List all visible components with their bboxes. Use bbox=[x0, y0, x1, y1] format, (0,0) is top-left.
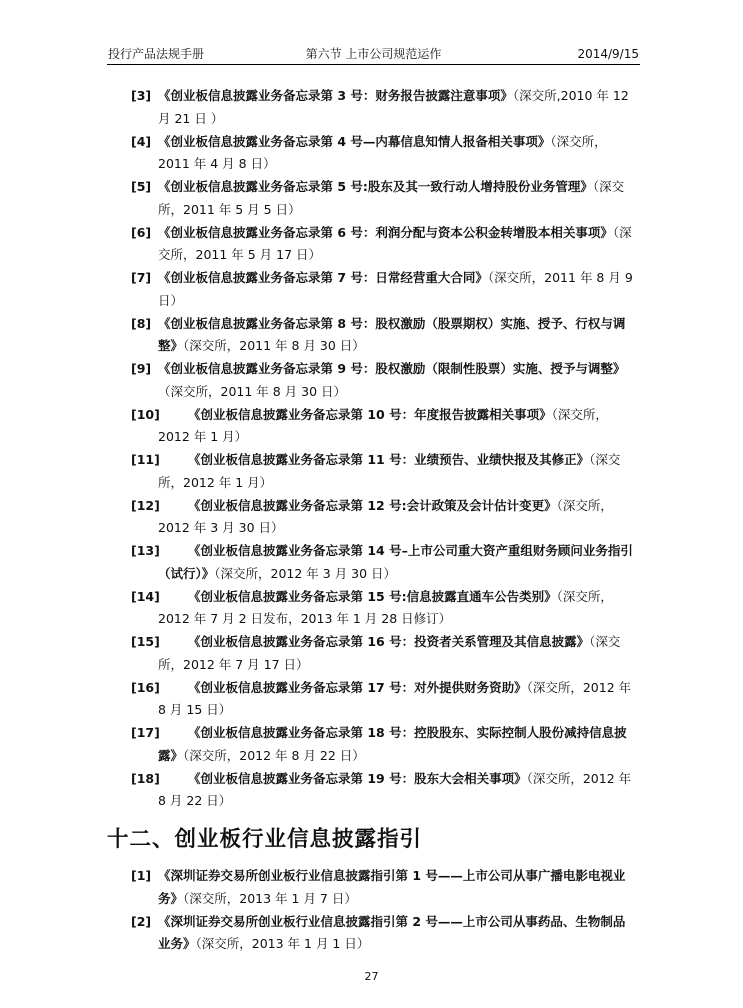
reference-number: [18] bbox=[131, 770, 160, 786]
reference-title: 《创业板信息披露业务备忘录第 10 号：年度报告披露相关事项》 bbox=[188, 406, 552, 422]
reference-source: （深交所,2010 年 12 月 21 日 ） bbox=[158, 88, 629, 126]
reference-number: [4] bbox=[131, 133, 152, 149]
reference-source: （深交所，2013 年 1 月 1 日） bbox=[195, 936, 370, 951]
reference-title: 《创业板信息披露业务备忘录第 3 号：财务报告披露注意事项》 bbox=[158, 88, 513, 103]
reference-title: 《深圳证券交易所创业板行业信息披露指引第 1 号——上市公司从事广播电影电视业务》 bbox=[158, 868, 626, 906]
reference-number: [2] bbox=[131, 913, 152, 929]
reference-item bbox=[131, 449, 635, 494]
reference-item bbox=[131, 865, 635, 910]
reference-item bbox=[131, 911, 635, 956]
reference-item bbox=[131, 85, 635, 130]
reference-title: 《创业板信息披露业务备忘录第 5 号:股东及其一致行动人增持股份业务管理》 bbox=[158, 179, 593, 194]
section-heading: 十二、创业板行业信息披露指引 bbox=[107, 827, 423, 852]
reference-title: 《创业板信息披露业务备忘录第 19 号：股东大会相关事项》 bbox=[188, 770, 527, 786]
reference-number: [11] bbox=[131, 452, 160, 467]
reference-source: （深交所，2011 年 4 月 8 日） bbox=[158, 133, 607, 171]
reference-title: 《创业板信息披露业务备忘录第 11 号：业绩预告、业绩快报及其修正》 bbox=[188, 452, 590, 467]
reference-number: [8] bbox=[131, 315, 152, 331]
reference-title: 《深圳证券交易所创业板行业信息披露指引第 2 号——上市公司从事药品、生物制品业务》 bbox=[158, 913, 626, 951]
reference-list bbox=[131, 85, 635, 813]
reference-title: 《创业板信息披露业务备忘录第 6 号：利润分配与资本公积金转增股本相关事项》 bbox=[158, 224, 613, 240]
reference-item bbox=[131, 358, 635, 403]
reference-item bbox=[131, 677, 635, 722]
reference-number: [3] bbox=[131, 88, 152, 103]
reference-number: [6] bbox=[131, 224, 152, 240]
reference-source: （深交所，2012 年 8 月 22 日） bbox=[158, 770, 632, 808]
reference-source: （深交所，2012 年 1 月） bbox=[158, 452, 621, 490]
reference-title: 《创业板信息披露业务备忘录第 4 号—内幕信息知情人报备相关事项》 bbox=[158, 133, 551, 149]
reference-source: （深交所，2013 年 1 月 7 日） bbox=[183, 890, 357, 906]
reference-source: （深交所，2012 年 8 月 15 日） bbox=[158, 679, 632, 717]
reference-number: [15] bbox=[131, 634, 160, 649]
page-header bbox=[108, 46, 639, 66]
reference-source: （深交所，2012 年 8 月 22 日） bbox=[183, 747, 365, 763]
reference-title: 《创业板信息披露业务备忘录第 18 号：控股股东、实际控制人股份减持信息披露》 bbox=[158, 725, 627, 763]
reference-item bbox=[131, 404, 635, 449]
reference-number: [1] bbox=[131, 868, 152, 883]
reference-title: 《创业板信息披露业务备忘录第 8 号：股权激励（股票期权）实施、授予、行权与调整》 bbox=[158, 315, 626, 353]
reference-number: [14] bbox=[131, 588, 160, 604]
reference-source: （深交所，2011 年 8 月 30 日） bbox=[158, 383, 347, 399]
reference-title: 《创业板信息披露业务备忘录第 15 号:信息披露直通车公告类别》 bbox=[188, 588, 557, 604]
reference-source: （深交所，2012 年 7 月 17 日） bbox=[158, 634, 621, 672]
reference-number: [10] bbox=[131, 406, 160, 422]
reference-source: （深交所，2012 年 3 月 30 日） bbox=[214, 565, 397, 581]
reference-title: 《创业板信息披露业务备忘录第 16 号：投资者关系管理及其信息披露》 bbox=[188, 634, 590, 649]
header-rule bbox=[107, 64, 640, 65]
reference-list-2 bbox=[131, 865, 635, 956]
reference-title: 《创业板信息披露业务备忘录第 9 号：股权激励（限制性股票）实施、授予与调整》 bbox=[158, 361, 626, 376]
reference-number: [5] bbox=[131, 179, 152, 194]
reference-number: [13] bbox=[131, 543, 160, 558]
reference-item bbox=[131, 313, 635, 358]
reference-item bbox=[131, 586, 635, 631]
reference-item bbox=[131, 495, 635, 540]
reference-item bbox=[131, 267, 635, 312]
reference-number: [9] bbox=[131, 361, 152, 376]
reference-source: （深交所，2012 年 3 月 30 日） bbox=[158, 497, 613, 535]
reference-title: 《创业板信息披露业务备忘录第 14 号–上市公司重大资产重组财务顾问业务指引（试行）》 bbox=[158, 543, 633, 581]
reference-source: （深交所，2011 年 8 月 9 日） bbox=[158, 270, 633, 308]
reference-item bbox=[131, 768, 635, 813]
reference-item bbox=[131, 631, 635, 676]
reference-item bbox=[131, 222, 635, 267]
header-section: 第六节 上市公司规范运作 bbox=[305, 47, 442, 61]
reference-number: [16] bbox=[131, 679, 160, 695]
header-date: 2014/9/15 bbox=[577, 47, 639, 61]
reference-source: （深交所，2012 年 1 月） bbox=[158, 406, 608, 444]
reference-title: 《创业板信息披露业务备忘录第 17 号：对外提供财务资助》 bbox=[188, 679, 527, 695]
reference-source: （深交所，2012 年 7 月 2 日发布，2013 年 1 月 28 日修订） bbox=[158, 588, 613, 626]
page-number: 27 bbox=[364, 970, 379, 983]
header-doc-title: 投行产品法规手册 bbox=[108, 47, 205, 61]
reference-source: （深交所，2011 年 5 月 5 日） bbox=[158, 179, 625, 217]
reference-title: 《创业板信息披露业务备忘录第 12 号:会计政策及会计估计变更》 bbox=[188, 497, 557, 513]
reference-item bbox=[131, 176, 635, 221]
reference-title: 《创业板信息披露业务备忘录第 7 号：日常经营重大合同》 bbox=[158, 270, 488, 285]
reference-number: [7] bbox=[131, 270, 152, 285]
reference-item bbox=[131, 540, 635, 585]
reference-item bbox=[131, 722, 635, 767]
reference-item bbox=[131, 131, 635, 176]
reference-source: （深交所，2011 年 5 月 17 日） bbox=[158, 224, 632, 262]
reference-number: [12] bbox=[131, 497, 160, 513]
reference-number: [17] bbox=[131, 725, 160, 740]
reference-source: （深交所，2011 年 8 月 30 日） bbox=[183, 338, 365, 353]
